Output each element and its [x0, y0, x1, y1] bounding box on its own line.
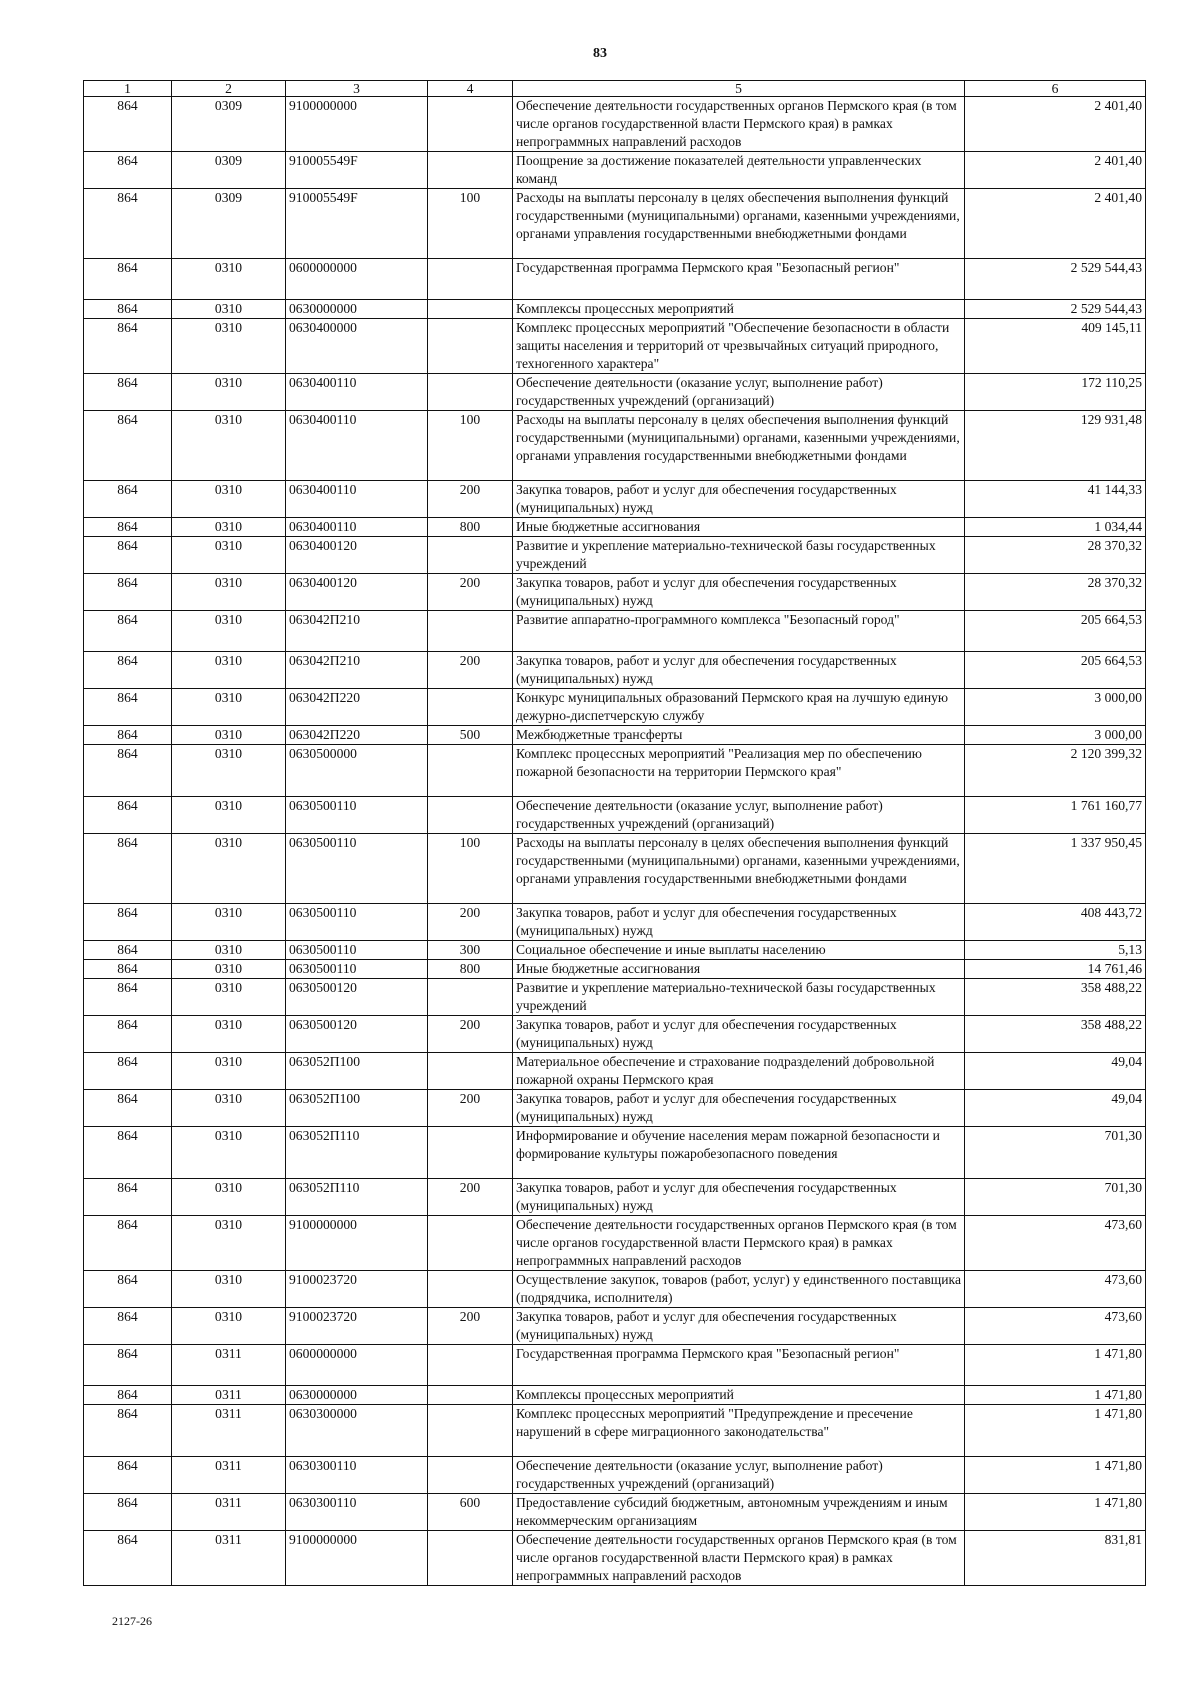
cell-chapter: 864: [84, 1179, 172, 1216]
cell-section: 0311: [172, 1494, 286, 1531]
cell-section: 0310: [172, 745, 286, 797]
cell-amount: 28 370,32: [965, 574, 1146, 611]
cell-target-code: 0630500120: [286, 979, 428, 1016]
table-row: [84, 652, 1146, 689]
cell-description: Развитие и укрепление материально-технической базы государственных учреждений: [513, 537, 965, 574]
cell-section: 0311: [172, 1531, 286, 1586]
table-row: [84, 689, 1146, 726]
cell-target-code: 0630400110: [286, 481, 428, 518]
cell-expense-type: 800: [428, 518, 513, 537]
cell-expense-type: [428, 1345, 513, 1386]
table-row: [84, 1531, 1146, 1586]
cell-chapter: 864: [84, 481, 172, 518]
cell-section: 0310: [172, 904, 286, 941]
cell-expense-type: [428, 745, 513, 797]
cell-section: 0310: [172, 537, 286, 574]
cell-amount: 1 471,80: [965, 1494, 1146, 1531]
cell-expense-type: 200: [428, 1179, 513, 1216]
cell-description: Осуществление закупок, товаров (работ, услуг) у единственного поставщика (подрядчика, исполнителя): [513, 1271, 965, 1308]
cell-target-code: 063042П210: [286, 611, 428, 652]
cell-section: 0310: [172, 611, 286, 652]
cell-chapter: 864: [84, 1345, 172, 1386]
cell-description: Обеспечение деятельности (оказание услуг, выполнение работ) государственных учреждений (организаций): [513, 374, 965, 411]
cell-chapter: 864: [84, 411, 172, 481]
cell-section: 0310: [172, 1090, 286, 1127]
cell-target-code: 0630500110: [286, 834, 428, 904]
cell-expense-type: 200: [428, 1016, 513, 1053]
cell-description: Государственная программа Пермского края "Безопасный регион": [513, 259, 965, 300]
cell-target-code: 0630500110: [286, 904, 428, 941]
cell-section: 0310: [172, 319, 286, 374]
cell-target-code: 9100023720: [286, 1308, 428, 1345]
cell-expense-type: [428, 1216, 513, 1271]
cell-target-code: 0630300110: [286, 1457, 428, 1494]
cell-chapter: 864: [84, 745, 172, 797]
cell-expense-type: 600: [428, 1494, 513, 1531]
cell-description: Закупка товаров, работ и услуг для обеспечения государственных (муниципальных) нужд: [513, 1016, 965, 1053]
cell-expense-type: 100: [428, 189, 513, 259]
cell-chapter: 864: [84, 1090, 172, 1127]
table-row: [84, 481, 1146, 518]
cell-section: 0311: [172, 1345, 286, 1386]
column-header-5: 5: [513, 81, 965, 97]
cell-description: Комплексы процессных мероприятий: [513, 1386, 965, 1405]
cell-chapter: 864: [84, 300, 172, 319]
cell-expense-type: [428, 1053, 513, 1090]
cell-section: 0311: [172, 1457, 286, 1494]
cell-target-code: 0630400120: [286, 537, 428, 574]
cell-section: 0311: [172, 1405, 286, 1457]
cell-section: 0310: [172, 1053, 286, 1090]
cell-section: 0309: [172, 97, 286, 152]
cell-target-code: 9100023720: [286, 1271, 428, 1308]
table-row: [84, 1405, 1146, 1457]
cell-description: Обеспечение деятельности государственных органов Пермского края (в том числе органов государственной власти Пермского края) в рамках непрограммных направлений расходов: [513, 1531, 965, 1586]
cell-target-code: 0630500110: [286, 960, 428, 979]
cell-amount: 5,13: [965, 941, 1146, 960]
cell-amount: 1 761 160,77: [965, 797, 1146, 834]
cell-expense-type: 200: [428, 1308, 513, 1345]
table-row: [84, 1457, 1146, 1494]
cell-description: Межбюджетные трансферты: [513, 726, 965, 745]
table-row: [84, 97, 1146, 152]
cell-target-code: 0600000000: [286, 1345, 428, 1386]
cell-expense-type: [428, 1127, 513, 1179]
cell-amount: 701,30: [965, 1179, 1146, 1216]
table-row: [84, 1494, 1146, 1531]
cell-target-code: 063052П100: [286, 1053, 428, 1090]
cell-section: 0310: [172, 574, 286, 611]
cell-expense-type: 100: [428, 411, 513, 481]
table-row: [84, 1345, 1146, 1386]
table-row: [84, 1308, 1146, 1345]
cell-expense-type: [428, 97, 513, 152]
cell-amount: 3 000,00: [965, 689, 1146, 726]
cell-chapter: 864: [84, 1216, 172, 1271]
table-row: [84, 259, 1146, 300]
cell-target-code: 910005549F: [286, 189, 428, 259]
cell-chapter: 864: [84, 1405, 172, 1457]
table-header-row: [84, 81, 1146, 97]
cell-chapter: 864: [84, 941, 172, 960]
cell-section: 0309: [172, 152, 286, 189]
cell-section: 0310: [172, 960, 286, 979]
cell-chapter: 864: [84, 97, 172, 152]
cell-description: Развитие аппаратно-программного комплекса "Безопасный город": [513, 611, 965, 652]
table-row: [84, 979, 1146, 1016]
cell-expense-type: 200: [428, 652, 513, 689]
cell-expense-type: [428, 152, 513, 189]
cell-amount: 3 000,00: [965, 726, 1146, 745]
cell-chapter: 864: [84, 574, 172, 611]
cell-amount: 14 761,46: [965, 960, 1146, 979]
cell-section: 0310: [172, 979, 286, 1016]
table-row: [84, 1053, 1146, 1090]
budget-table: [83, 80, 1146, 1586]
cell-chapter: 864: [84, 1127, 172, 1179]
table-row: [84, 941, 1146, 960]
table-row: [84, 411, 1146, 481]
cell-amount: 473,60: [965, 1271, 1146, 1308]
table-row: [84, 1016, 1146, 1053]
cell-section: 0310: [172, 1271, 286, 1308]
table-body: [84, 97, 1146, 1586]
cell-expense-type: [428, 1271, 513, 1308]
table-row: [84, 745, 1146, 797]
cell-amount: 2 401,40: [965, 152, 1146, 189]
cell-target-code: 0630400110: [286, 411, 428, 481]
cell-amount: 1 471,80: [965, 1386, 1146, 1405]
cell-target-code: 0630500120: [286, 1016, 428, 1053]
cell-description: Закупка товаров, работ и услуг для обеспечения государственных (муниципальных) нужд: [513, 904, 965, 941]
table-row: [84, 1179, 1146, 1216]
cell-amount: 205 664,53: [965, 611, 1146, 652]
cell-description: Комплексы процессных мероприятий: [513, 300, 965, 319]
cell-description: Государственная программа Пермского края "Безопасный регион": [513, 1345, 965, 1386]
cell-target-code: 0630400110: [286, 374, 428, 411]
cell-chapter: 864: [84, 1494, 172, 1531]
cell-target-code: 9100000000: [286, 1531, 428, 1586]
cell-section: 0311: [172, 1386, 286, 1405]
cell-section: 0310: [172, 1216, 286, 1271]
cell-amount: 1 471,80: [965, 1345, 1146, 1386]
cell-chapter: 864: [84, 374, 172, 411]
cell-target-code: 9100000000: [286, 97, 428, 152]
table-row: [84, 726, 1146, 745]
cell-expense-type: 300: [428, 941, 513, 960]
cell-chapter: 864: [84, 652, 172, 689]
cell-expense-type: [428, 537, 513, 574]
cell-description: Предоставление субсидий бюджетным, автономным учреждениям и иным некоммерческим организациям: [513, 1494, 965, 1531]
cell-amount: 41 144,33: [965, 481, 1146, 518]
cell-chapter: 864: [84, 611, 172, 652]
column-header-2: 2: [172, 81, 286, 97]
cell-section: 0310: [172, 518, 286, 537]
table-row: [84, 574, 1146, 611]
cell-expense-type: [428, 689, 513, 726]
cell-description: Закупка товаров, работ и услуг для обеспечения государственных (муниципальных) нужд: [513, 1308, 965, 1345]
cell-description: Комплекс процессных мероприятий "Реализация мер по обеспечению пожарной безопасности на территории Пермского края": [513, 745, 965, 797]
cell-section: 0310: [172, 481, 286, 518]
table-row: [84, 1386, 1146, 1405]
cell-expense-type: 200: [428, 904, 513, 941]
cell-expense-type: [428, 797, 513, 834]
table-row: [84, 1216, 1146, 1271]
table-row: [84, 834, 1146, 904]
cell-amount: 2 401,40: [965, 97, 1146, 152]
cell-description: Иные бюджетные ассигнования: [513, 960, 965, 979]
cell-expense-type: 500: [428, 726, 513, 745]
cell-chapter: 864: [84, 979, 172, 1016]
table-row: [84, 374, 1146, 411]
cell-chapter: 864: [84, 319, 172, 374]
cell-target-code: 0630500110: [286, 941, 428, 960]
cell-chapter: 864: [84, 537, 172, 574]
cell-amount: 28 370,32: [965, 537, 1146, 574]
cell-expense-type: [428, 1386, 513, 1405]
column-header-4: 4: [428, 81, 513, 97]
cell-section: 0310: [172, 726, 286, 745]
cell-expense-type: [428, 979, 513, 1016]
cell-section: 0310: [172, 1308, 286, 1345]
cell-target-code: 063052П110: [286, 1179, 428, 1216]
cell-expense-type: [428, 374, 513, 411]
cell-amount: 49,04: [965, 1090, 1146, 1127]
document-code: 2127-26: [112, 1614, 152, 1628]
cell-expense-type: [428, 1457, 513, 1494]
cell-amount: 2 529 544,43: [965, 300, 1146, 319]
cell-description: Расходы на выплаты персоналу в целях обеспечения выполнения функций государственными (муниципальными) органами, казенными учреждениями, органами управления государственными внебюджетными фондами: [513, 834, 965, 904]
cell-target-code: 063052П110: [286, 1127, 428, 1179]
cell-amount: 1 034,44: [965, 518, 1146, 537]
cell-expense-type: 200: [428, 481, 513, 518]
cell-section: 0310: [172, 1127, 286, 1179]
page-number: 83: [593, 46, 607, 61]
cell-amount: 205 664,53: [965, 652, 1146, 689]
cell-description: Обеспечение деятельности (оказание услуг, выполнение работ) государственных учреждений (организаций): [513, 797, 965, 834]
cell-section: 0310: [172, 941, 286, 960]
cell-expense-type: [428, 300, 513, 319]
cell-amount: 1 337 950,45: [965, 834, 1146, 904]
cell-expense-type: [428, 1531, 513, 1586]
cell-description: Обеспечение деятельности (оказание услуг, выполнение работ) государственных учреждений (организаций): [513, 1457, 965, 1494]
cell-section: 0310: [172, 300, 286, 319]
cell-amount: 129 931,48: [965, 411, 1146, 481]
cell-section: 0309: [172, 189, 286, 259]
cell-description: Закупка товаров, работ и услуг для обеспечения государственных (муниципальных) нужд: [513, 652, 965, 689]
cell-chapter: 864: [84, 518, 172, 537]
cell-expense-type: 200: [428, 574, 513, 611]
cell-target-code: 0630400110: [286, 518, 428, 537]
cell-target-code: 0630300000: [286, 1405, 428, 1457]
cell-description: Обеспечение деятельности государственных органов Пермского края (в том числе органов государственной власти Пермского края) в рамках непрограммных направлений расходов: [513, 97, 965, 152]
cell-expense-type: [428, 319, 513, 374]
cell-description: Комплекс процессных мероприятий "Предупреждение и пресечение нарушений в сфере миграционного законодательства": [513, 1405, 965, 1457]
cell-chapter: 864: [84, 1271, 172, 1308]
cell-target-code: 0630000000: [286, 300, 428, 319]
cell-description: Закупка товаров, работ и услуг для обеспечения государственных (муниципальных) нужд: [513, 1090, 965, 1127]
cell-description: Социальное обеспечение и иные выплаты населению: [513, 941, 965, 960]
cell-section: 0310: [172, 1016, 286, 1053]
cell-description: Информирование и обучение населения мерам пожарной безопасности и формирование культуры пожаробезопасного поведения: [513, 1127, 965, 1179]
table-row: [84, 319, 1146, 374]
cell-section: 0310: [172, 652, 286, 689]
cell-target-code: 0630000000: [286, 1386, 428, 1405]
cell-description: Закупка товаров, работ и услуг для обеспечения государственных (муниципальных) нужд: [513, 574, 965, 611]
cell-description: Закупка товаров, работ и услуг для обеспечения государственных (муниципальных) нужд: [513, 1179, 965, 1216]
cell-amount: 1 471,80: [965, 1405, 1146, 1457]
cell-chapter: 864: [84, 1053, 172, 1090]
cell-section: 0310: [172, 411, 286, 481]
cell-section: 0310: [172, 1179, 286, 1216]
table-row: [84, 300, 1146, 319]
cell-amount: 701,30: [965, 1127, 1146, 1179]
cell-amount: 2 529 544,43: [965, 259, 1146, 300]
cell-section: 0310: [172, 689, 286, 726]
table-row: [84, 1271, 1146, 1308]
cell-amount: 1 471,80: [965, 1457, 1146, 1494]
cell-target-code: 0630400120: [286, 574, 428, 611]
cell-target-code: 0630500000: [286, 745, 428, 797]
cell-target-code: 0630300110: [286, 1494, 428, 1531]
cell-description: Иные бюджетные ассигнования: [513, 518, 965, 537]
cell-description: Поощрение за достижение показателей деятельности управленческих команд: [513, 152, 965, 189]
cell-expense-type: 100: [428, 834, 513, 904]
cell-target-code: 063052П100: [286, 1090, 428, 1127]
cell-expense-type: [428, 1405, 513, 1457]
cell-amount: 172 110,25: [965, 374, 1146, 411]
column-header-1: 1: [84, 81, 172, 97]
cell-amount: 49,04: [965, 1053, 1146, 1090]
cell-chapter: 864: [84, 1386, 172, 1405]
cell-target-code: 063042П220: [286, 726, 428, 745]
cell-amount: 473,60: [965, 1308, 1146, 1345]
cell-chapter: 864: [84, 189, 172, 259]
cell-target-code: 063042П210: [286, 652, 428, 689]
cell-description: Комплекс процессных мероприятий "Обеспечение безопасности в области защиты населения и территорий от чрезвычайных ситуаций природного, техногенного характера": [513, 319, 965, 374]
cell-chapter: 864: [84, 797, 172, 834]
cell-description: Развитие и укрепление материально-технической базы государственных учреждений: [513, 979, 965, 1016]
cell-amount: 2 120 399,32: [965, 745, 1146, 797]
cell-chapter: 864: [84, 1457, 172, 1494]
cell-expense-type: [428, 259, 513, 300]
cell-amount: 358 488,22: [965, 979, 1146, 1016]
cell-description: Закупка товаров, работ и услуг для обеспечения государственных (муниципальных) нужд: [513, 481, 965, 518]
cell-description: Расходы на выплаты персоналу в целях обеспечения выполнения функций государственными (муниципальными) органами, казенными учреждениями, органами управления государственными внебюджетными фондами: [513, 189, 965, 259]
table-row: [84, 152, 1146, 189]
table-row: [84, 960, 1146, 979]
cell-chapter: 864: [84, 1308, 172, 1345]
column-header-3: 3: [286, 81, 428, 97]
cell-target-code: 0630500110: [286, 797, 428, 834]
table-row: [84, 611, 1146, 652]
cell-chapter: 864: [84, 152, 172, 189]
cell-expense-type: 800: [428, 960, 513, 979]
cell-target-code: 063042П220: [286, 689, 428, 726]
cell-chapter: 864: [84, 1016, 172, 1053]
cell-section: 0310: [172, 259, 286, 300]
cell-chapter: 864: [84, 904, 172, 941]
cell-section: 0310: [172, 834, 286, 904]
cell-description: Конкурс муниципальных образований Пермского края на лучшую единую дежурно-диспетчерскую службу: [513, 689, 965, 726]
cell-amount: 408 443,72: [965, 904, 1146, 941]
table-row: [84, 537, 1146, 574]
cell-chapter: 864: [84, 259, 172, 300]
cell-description: Обеспечение деятельности государственных органов Пермского края (в том числе органов государственной власти Пермского края) в рамках непрограммных направлений расходов: [513, 1216, 965, 1271]
cell-target-code: 0630400000: [286, 319, 428, 374]
cell-amount: 358 488,22: [965, 1016, 1146, 1053]
table-row: [84, 1090, 1146, 1127]
table-row: [84, 904, 1146, 941]
cell-chapter: 864: [84, 726, 172, 745]
cell-expense-type: 200: [428, 1090, 513, 1127]
cell-expense-type: [428, 611, 513, 652]
table-row: [84, 189, 1146, 259]
cell-chapter: 864: [84, 960, 172, 979]
cell-description: Расходы на выплаты персоналу в целях обеспечения выполнения функций государственными (муниципальными) органами, казенными учреждениями, органами управления государственными внебюджетными фондами: [513, 411, 965, 481]
cell-amount: 473,60: [965, 1216, 1146, 1271]
table-row: [84, 797, 1146, 834]
cell-chapter: 864: [84, 689, 172, 726]
cell-section: 0310: [172, 374, 286, 411]
cell-amount: 409 145,11: [965, 319, 1146, 374]
cell-target-code: 9100000000: [286, 1216, 428, 1271]
cell-target-code: 0600000000: [286, 259, 428, 300]
column-header-6: 6: [965, 81, 1146, 97]
table-row: [84, 518, 1146, 537]
cell-target-code: 910005549F: [286, 152, 428, 189]
table-row: [84, 1127, 1146, 1179]
cell-amount: 2 401,40: [965, 189, 1146, 259]
cell-description: Материальное обеспечение и страхование подразделений добровольной пожарной охраны Пермского края: [513, 1053, 965, 1090]
cell-section: 0310: [172, 797, 286, 834]
cell-amount: 831,81: [965, 1531, 1146, 1586]
cell-chapter: 864: [84, 1531, 172, 1586]
cell-chapter: 864: [84, 834, 172, 904]
